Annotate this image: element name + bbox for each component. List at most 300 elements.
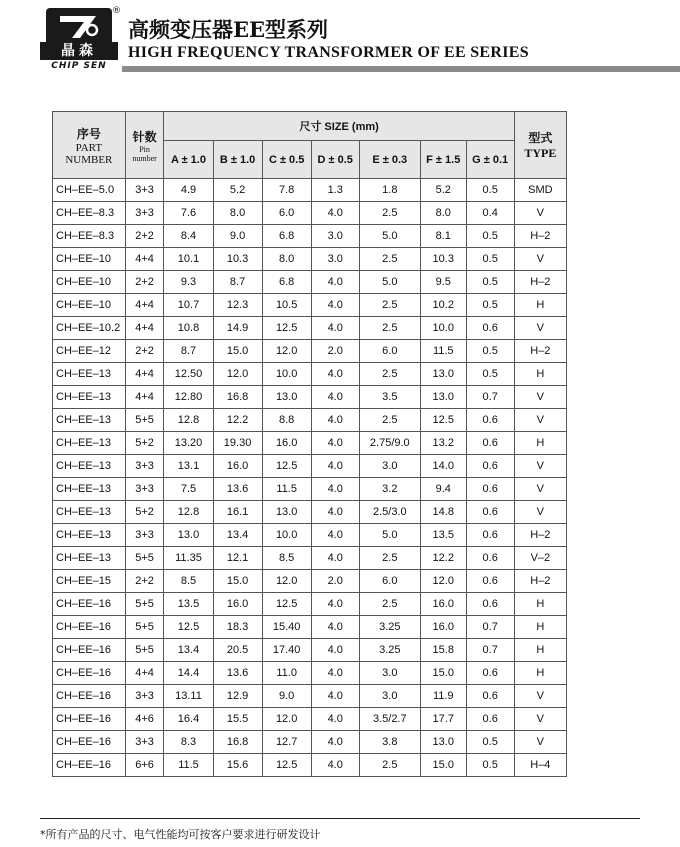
cell-type: H (514, 363, 566, 386)
cell-pin-count: 5+5 (125, 616, 164, 639)
cell-dim-f: 15.8 (420, 639, 466, 662)
cell-dim-e: 5.0 (359, 271, 420, 294)
cell-dim-g: 0.4 (466, 202, 514, 225)
cell-dim-f: 12.5 (420, 409, 466, 432)
cell-type: H (514, 616, 566, 639)
cell-dim-e: 2.5 (359, 202, 420, 225)
cell-pin-count: 5+2 (125, 432, 164, 455)
cell-dim-c: 12.7 (262, 731, 311, 754)
cell-type: H (514, 294, 566, 317)
cell-dim-e: 2.5 (359, 248, 420, 271)
cell-dim-c: 12.5 (262, 455, 311, 478)
cell-dim-a: 16.4 (164, 708, 213, 731)
cell-dim-c: 12.0 (262, 708, 311, 731)
cell-dim-c: 7.8 (262, 179, 311, 202)
cell-dim-d: 4.0 (311, 501, 359, 524)
cell-dim-d: 1.3 (311, 179, 359, 202)
cell-type: H–2 (514, 340, 566, 363)
cell-pin-count: 3+3 (125, 524, 164, 547)
cell-dim-b: 15.5 (213, 708, 262, 731)
cell-dim-f: 14.8 (420, 501, 466, 524)
cell-dim-a: 13.11 (164, 685, 213, 708)
cell-dim-e: 2.75/9.0 (359, 432, 420, 455)
cell-dim-f: 10.2 (420, 294, 466, 317)
cell-part-number: CH–EE–8.3 (53, 202, 126, 225)
cell-dim-g: 0.5 (466, 731, 514, 754)
table-row (53, 478, 567, 501)
table-row (53, 248, 567, 271)
cell-dim-a: 10.8 (164, 317, 213, 340)
cell-pin-count: 2+2 (125, 570, 164, 593)
header-dim-c: C ± 0.5 (262, 141, 311, 179)
cell-dim-f: 15.0 (420, 662, 466, 685)
cell-dim-f: 13.5 (420, 524, 466, 547)
cell-pin-count: 2+2 (125, 225, 164, 248)
cell-dim-e: 3.0 (359, 662, 420, 685)
cell-dim-f: 16.0 (420, 593, 466, 616)
page-title-cn: 高频变压器EE型系列 (128, 17, 329, 42)
cell-part-number: CH–EE–13 (53, 409, 126, 432)
cell-dim-g: 0.6 (466, 432, 514, 455)
cell-pin-count: 5+5 (125, 409, 164, 432)
cell-type: H (514, 432, 566, 455)
cell-dim-f: 9.4 (420, 478, 466, 501)
cell-pin-count: 6+6 (125, 754, 164, 777)
cell-part-number: CH–EE–13 (53, 501, 126, 524)
cell-dim-f: 11.9 (420, 685, 466, 708)
cell-dim-d: 4.0 (311, 754, 359, 777)
cell-dim-c: 6.0 (262, 202, 311, 225)
cell-dim-b: 10.3 (213, 248, 262, 271)
cell-dim-c: 6.8 (262, 271, 311, 294)
cell-part-number: CH–EE–13 (53, 524, 126, 547)
cell-dim-c: 12.5 (262, 754, 311, 777)
cell-dim-c: 9.0 (262, 685, 311, 708)
table-row (53, 202, 567, 225)
cell-dim-f: 5.2 (420, 179, 466, 202)
cell-type: V (514, 731, 566, 754)
cell-pin-count: 4+4 (125, 363, 164, 386)
cell-dim-e: 1.8 (359, 179, 420, 202)
cell-dim-f: 10.0 (420, 317, 466, 340)
cell-type: SMD (514, 179, 566, 202)
table-row (53, 363, 567, 386)
cell-dim-e: 3.0 (359, 455, 420, 478)
cell-pin-count: 5+5 (125, 547, 164, 570)
cell-dim-d: 4.0 (311, 616, 359, 639)
cell-part-number: CH–EE–16 (53, 662, 126, 685)
cell-part-number: CH–EE–10.2 (53, 317, 126, 340)
header-part-en-1: PART (75, 141, 103, 154)
cell-part-number: CH–EE–16 (53, 754, 126, 777)
table-row (53, 455, 567, 478)
cell-pin-count: 4+4 (125, 662, 164, 685)
cell-dim-f: 16.0 (420, 616, 466, 639)
cell-pin-count: 4+4 (125, 317, 164, 340)
header-pin-number (125, 112, 164, 179)
cell-dim-f: 9.5 (420, 271, 466, 294)
cell-dim-c: 12.5 (262, 317, 311, 340)
registered-mark: ® (112, 6, 121, 16)
header-part-cn: 序号 (76, 126, 101, 141)
cell-part-number: CH–EE–12 (53, 340, 126, 363)
cell-dim-e: 3.8 (359, 731, 420, 754)
cell-dim-b: 12.2 (213, 409, 262, 432)
cell-dim-c: 10.0 (262, 363, 311, 386)
cell-dim-a: 10.1 (164, 248, 213, 271)
cell-dim-g: 0.5 (466, 294, 514, 317)
cell-type: V–2 (514, 547, 566, 570)
cell-type: H (514, 639, 566, 662)
table-row (53, 432, 567, 455)
cell-pin-count: 2+2 (125, 340, 164, 363)
cell-dim-c: 10.5 (262, 294, 311, 317)
cell-part-number: CH–EE–13 (53, 455, 126, 478)
cell-dim-d: 4.0 (311, 363, 359, 386)
cell-dim-a: 12.8 (164, 409, 213, 432)
cell-dim-b: 20.5 (213, 639, 262, 662)
cell-part-number: CH–EE–16 (53, 731, 126, 754)
table-row (53, 386, 567, 409)
cell-type: H (514, 662, 566, 685)
header-divider-bar (122, 66, 680, 72)
cell-type: V (514, 685, 566, 708)
cell-dim-a: 8.4 (164, 225, 213, 248)
header-type-cn: 型式 (528, 131, 553, 145)
cell-dim-d: 4.0 (311, 386, 359, 409)
cell-part-number: CH–EE–13 (53, 478, 126, 501)
cell-dim-c: 15.40 (262, 616, 311, 639)
cell-dim-f: 17.7 (420, 708, 466, 731)
cell-dim-a: 12.50 (164, 363, 213, 386)
cell-dim-f: 13.0 (420, 731, 466, 754)
cell-dim-e: 5.0 (359, 524, 420, 547)
cell-part-number: CH–EE–5.0 (53, 179, 126, 202)
table-row (53, 685, 567, 708)
cell-dim-c: 13.0 (262, 386, 311, 409)
cell-dim-d: 3.0 (311, 225, 359, 248)
cell-dim-a: 13.5 (164, 593, 213, 616)
cell-pin-count: 3+3 (125, 455, 164, 478)
header-type (514, 112, 566, 179)
header-size: 尺寸 SIZE (mm) (164, 112, 514, 141)
cell-part-number: CH–EE–16 (53, 685, 126, 708)
cell-part-number: CH–EE–13 (53, 386, 126, 409)
cell-dim-d: 2.0 (311, 340, 359, 363)
cell-dim-g: 0.5 (466, 363, 514, 386)
cell-pin-count: 5+5 (125, 639, 164, 662)
table-row (53, 547, 567, 570)
cell-dim-b: 12.1 (213, 547, 262, 570)
cell-dim-d: 4.0 (311, 478, 359, 501)
cell-dim-d: 4.0 (311, 271, 359, 294)
cell-pin-count: 3+3 (125, 731, 164, 754)
cell-dim-g: 0.5 (466, 754, 514, 777)
cell-dim-b: 13.6 (213, 662, 262, 685)
table-row (53, 294, 567, 317)
cell-dim-a: 7.6 (164, 202, 213, 225)
cell-dim-b: 19.30 (213, 432, 262, 455)
cell-dim-a: 8.5 (164, 570, 213, 593)
cell-dim-e: 2.5 (359, 409, 420, 432)
cell-dim-e: 3.5 (359, 386, 420, 409)
cell-dim-g: 0.6 (466, 685, 514, 708)
header-dim-f: F ± 1.5 (420, 141, 466, 179)
cell-dim-d: 4.0 (311, 524, 359, 547)
cell-pin-count: 3+3 (125, 478, 164, 501)
cell-dim-g: 0.6 (466, 409, 514, 432)
page-title-en: HIGH FREQUENCY TRANSFORMER OF EE SERIES (128, 44, 529, 61)
cell-dim-d: 4.0 (311, 294, 359, 317)
cell-type: V (514, 248, 566, 271)
header-dim-b: B ± 1.0 (213, 141, 262, 179)
header-dim-e: E ± 0.3 (359, 141, 420, 179)
cell-dim-b: 8.7 (213, 271, 262, 294)
cell-dim-a: 8.3 (164, 731, 213, 754)
cell-dim-g: 0.6 (466, 708, 514, 731)
cell-dim-a: 9.3 (164, 271, 213, 294)
cell-type: H–2 (514, 271, 566, 294)
cell-dim-g: 0.6 (466, 662, 514, 685)
cell-part-number: CH–EE–10 (53, 248, 126, 271)
cell-pin-count: 5+2 (125, 501, 164, 524)
cell-dim-b: 5.2 (213, 179, 262, 202)
cell-type: H–2 (514, 524, 566, 547)
cell-pin-count: 4+4 (125, 386, 164, 409)
cell-type: V (514, 386, 566, 409)
cell-part-number: CH–EE–16 (53, 708, 126, 731)
cell-dim-g: 0.5 (466, 225, 514, 248)
cell-pin-count: 3+3 (125, 202, 164, 225)
cell-type: H–4 (514, 754, 566, 777)
cell-dim-f: 8.1 (420, 225, 466, 248)
cell-part-number: CH–EE–10 (53, 294, 126, 317)
cell-part-number: CH–EE–16 (53, 616, 126, 639)
cell-dim-a: 13.0 (164, 524, 213, 547)
cell-dim-f: 12.0 (420, 570, 466, 593)
cell-dim-g: 0.6 (466, 455, 514, 478)
cell-dim-b: 16.8 (213, 386, 262, 409)
cell-dim-g: 0.6 (466, 593, 514, 616)
cell-dim-d: 4.0 (311, 317, 359, 340)
cell-dim-g: 0.6 (466, 317, 514, 340)
cell-dim-d: 4.0 (311, 662, 359, 685)
cell-dim-a: 12.80 (164, 386, 213, 409)
cell-pin-count: 3+3 (125, 179, 164, 202)
cell-dim-c: 12.5 (262, 593, 311, 616)
cell-dim-d: 4.0 (311, 455, 359, 478)
cell-dim-b: 15.0 (213, 340, 262, 363)
brand-name-en: CHIP SEN (51, 61, 107, 71)
cell-part-number: CH–EE–8.3 (53, 225, 126, 248)
cell-dim-b: 16.0 (213, 455, 262, 478)
cell-dim-g: 0.5 (466, 179, 514, 202)
cell-dim-a: 4.9 (164, 179, 213, 202)
cell-dim-b: 13.4 (213, 524, 262, 547)
cell-dim-f: 12.2 (420, 547, 466, 570)
table-row (53, 593, 567, 616)
cell-dim-b: 15.6 (213, 754, 262, 777)
cell-dim-d: 4.0 (311, 409, 359, 432)
table-row (53, 616, 567, 639)
cell-type: V (514, 409, 566, 432)
cell-dim-g: 0.6 (466, 547, 514, 570)
cell-dim-a: 13.4 (164, 639, 213, 662)
cell-pin-count: 4+4 (125, 294, 164, 317)
footer-note: *所有产品的尺寸、电气性能均可按客户要求进行研发设计 (40, 828, 321, 841)
cell-dim-b: 12.0 (213, 363, 262, 386)
cell-dim-f: 13.0 (420, 363, 466, 386)
cell-pin-count: 4+6 (125, 708, 164, 731)
cell-dim-c: 12.0 (262, 570, 311, 593)
cell-dim-a: 14.4 (164, 662, 213, 685)
cell-dim-d: 4.0 (311, 593, 359, 616)
cell-dim-f: 11.5 (420, 340, 466, 363)
cell-dim-f: 13.2 (420, 432, 466, 455)
cell-dim-c: 6.8 (262, 225, 311, 248)
header-pin-en-1: Pin (139, 144, 150, 154)
cell-dim-a: 7.5 (164, 478, 213, 501)
header-pin-en-2: number (132, 153, 157, 163)
cell-type: V (514, 708, 566, 731)
cell-dim-c: 11.0 (262, 662, 311, 685)
cell-dim-c: 10.0 (262, 524, 311, 547)
table-row (53, 708, 567, 731)
cell-dim-b: 8.0 (213, 202, 262, 225)
cell-dim-g: 0.5 (466, 340, 514, 363)
cell-dim-e: 3.0 (359, 685, 420, 708)
header-type-en: TYPE (524, 146, 557, 160)
cell-dim-g: 0.6 (466, 501, 514, 524)
cell-pin-count: 5+5 (125, 593, 164, 616)
cell-dim-g: 0.6 (466, 570, 514, 593)
cell-dim-e: 6.0 (359, 570, 420, 593)
cell-dim-b: 16.0 (213, 593, 262, 616)
cell-dim-c: 11.5 (262, 478, 311, 501)
cell-dim-d: 4.0 (311, 547, 359, 570)
cell-type: V (514, 455, 566, 478)
brand-logo (40, 6, 121, 74)
table-row (53, 754, 567, 777)
cell-dim-d: 4.0 (311, 639, 359, 662)
cell-type: H (514, 593, 566, 616)
cell-dim-e: 3.25 (359, 616, 420, 639)
cell-part-number: CH–EE–13 (53, 432, 126, 455)
header-dim-a: A ± 1.0 (164, 141, 213, 179)
cell-type: H–2 (514, 225, 566, 248)
header-pin-cn: 针数 (132, 129, 157, 144)
cell-dim-b: 16.8 (213, 731, 262, 754)
table-row (53, 501, 567, 524)
table-row (53, 731, 567, 754)
cell-dim-e: 5.0 (359, 225, 420, 248)
cell-part-number: CH–EE–13 (53, 547, 126, 570)
cell-dim-f: 8.0 (420, 202, 466, 225)
cell-pin-count: 3+3 (125, 685, 164, 708)
cell-dim-a: 13.20 (164, 432, 213, 455)
cell-dim-e: 2.5 (359, 593, 420, 616)
cell-dim-d: 4.0 (311, 432, 359, 455)
table-row (53, 179, 567, 202)
cell-dim-e: 6.0 (359, 340, 420, 363)
cell-dim-a: 13.1 (164, 455, 213, 478)
cell-dim-b: 9.0 (213, 225, 262, 248)
cell-dim-e: 3.25 (359, 639, 420, 662)
cell-dim-b: 12.9 (213, 685, 262, 708)
cell-dim-e: 3.2 (359, 478, 420, 501)
cell-dim-d: 4.0 (311, 202, 359, 225)
cell-dim-a: 8.7 (164, 340, 213, 363)
cell-dim-g: 0.7 (466, 386, 514, 409)
cell-dim-c: 12.0 (262, 340, 311, 363)
cell-dim-e: 2.5 (359, 547, 420, 570)
cell-dim-b: 12.3 (213, 294, 262, 317)
cell-dim-a: 12.8 (164, 501, 213, 524)
cell-pin-count: 4+4 (125, 248, 164, 271)
cell-dim-b: 13.6 (213, 478, 262, 501)
cell-type: H–2 (514, 570, 566, 593)
cell-dim-g: 0.5 (466, 248, 514, 271)
cell-type: V (514, 501, 566, 524)
table-body (53, 179, 567, 777)
cell-dim-c: 16.0 (262, 432, 311, 455)
header-dim-d: D ± 0.5 (311, 141, 359, 179)
cell-dim-g: 0.6 (466, 524, 514, 547)
cell-dim-a: 11.35 (164, 547, 213, 570)
cell-dim-a: 10.7 (164, 294, 213, 317)
cell-dim-e: 2.5 (359, 754, 420, 777)
cell-dim-c: 8.0 (262, 248, 311, 271)
cell-dim-d: 3.0 (311, 248, 359, 271)
table-row (53, 340, 567, 363)
cell-part-number: CH–EE–15 (53, 570, 126, 593)
brand-name-cn: 晶森 (40, 42, 118, 60)
cell-dim-d: 4.0 (311, 708, 359, 731)
table-row (53, 317, 567, 340)
cell-part-number: CH–EE–13 (53, 363, 126, 386)
cell-dim-e: 2.5 (359, 294, 420, 317)
table-row (53, 639, 567, 662)
table-row (53, 271, 567, 294)
cell-part-number: CH–EE–16 (53, 639, 126, 662)
header-part-en-2: NUMBER (65, 153, 113, 166)
cell-dim-b: 18.3 (213, 616, 262, 639)
cell-dim-g: 0.7 (466, 616, 514, 639)
cell-type: V (514, 202, 566, 225)
cell-dim-c: 17.40 (262, 639, 311, 662)
cell-dim-f: 13.0 (420, 386, 466, 409)
cell-dim-f: 14.0 (420, 455, 466, 478)
cell-dim-d: 2.0 (311, 570, 359, 593)
cell-dim-g: 0.6 (466, 478, 514, 501)
table-row (53, 225, 567, 248)
table-row (53, 570, 567, 593)
table-row (53, 409, 567, 432)
cell-type: V (514, 317, 566, 340)
cell-dim-b: 14.9 (213, 317, 262, 340)
cell-dim-b: 16.1 (213, 501, 262, 524)
cell-dim-e: 2.5/3.0 (359, 501, 420, 524)
cell-dim-g: 0.5 (466, 271, 514, 294)
header-part-number (53, 112, 126, 179)
cell-dim-e: 2.5 (359, 363, 420, 386)
cell-dim-e: 2.5 (359, 317, 420, 340)
cell-dim-c: 8.8 (262, 409, 311, 432)
cell-dim-c: 8.5 (262, 547, 311, 570)
table-row (53, 524, 567, 547)
cell-pin-count: 2+2 (125, 271, 164, 294)
cell-part-number: CH–EE–16 (53, 593, 126, 616)
